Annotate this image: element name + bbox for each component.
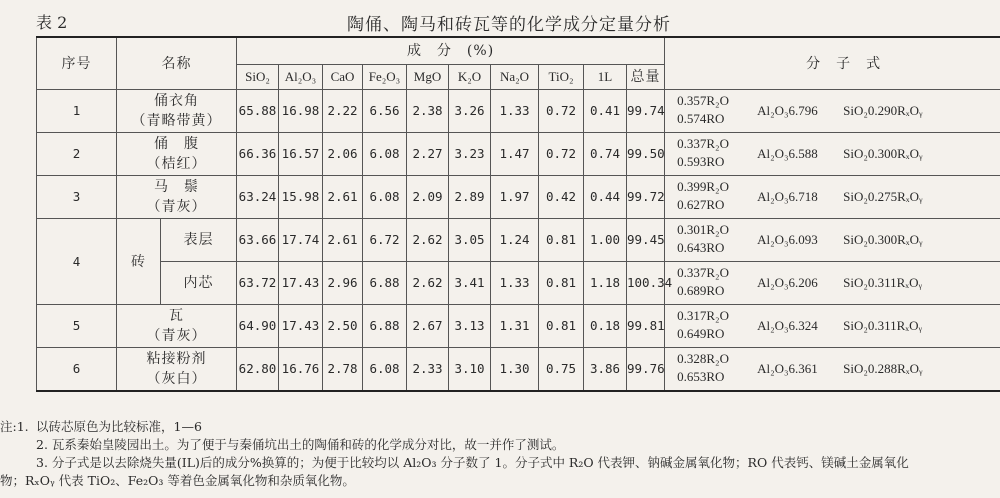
seq-cell: 2 <box>37 133 117 176</box>
value-cell: 63.24 <box>237 176 279 219</box>
value-cell: 100.34 <box>627 262 665 305</box>
name-cell <box>117 133 237 176</box>
sample-name: 粘接粉剂 <box>146 351 207 367</box>
value-cell: 6.88 <box>363 262 407 305</box>
value-cell: 0.81 <box>539 305 584 348</box>
value-cell: 0.72 <box>539 90 584 133</box>
sio2-term: SiO₂0.290RₓOᵧ <box>843 103 923 118</box>
value-cell: 2.89 <box>449 176 491 219</box>
col-header-composition: 成 分 (%) <box>237 37 665 65</box>
value-cell: 99.74 <box>627 90 665 133</box>
ro-term: 0.649RO <box>677 326 725 341</box>
col-header-fe2o3: Fe₂O₃ <box>363 65 407 90</box>
seq-cell: 6 <box>37 348 117 392</box>
formula-cell <box>665 348 1000 392</box>
value-cell: 1.30 <box>491 348 539 392</box>
seq-cell: 5 <box>37 305 117 348</box>
value-cell: 16.98 <box>279 90 323 133</box>
value-cell: 1.97 <box>491 176 539 219</box>
value-cell: 65.88 <box>237 90 279 133</box>
formula-cell <box>665 90 1000 133</box>
table-row <box>37 219 1000 262</box>
value-cell: 3.86 <box>584 348 627 392</box>
al2o3-term: Al₂O₃6.796 <box>757 103 818 118</box>
sample-name: 马 鬃 <box>154 179 199 195</box>
value-cell: 17.43 <box>279 262 323 305</box>
al2o3-term: Al₂O₃6.718 <box>757 189 818 204</box>
sio2-term: SiO₂0.288RₓOᵧ <box>843 361 923 376</box>
table-row <box>37 90 1000 133</box>
r2o-term: 0.337R₂O <box>677 265 729 280</box>
value-cell: 1.33 <box>491 90 539 133</box>
col-header-mgo: MgO <box>407 65 449 90</box>
sio2-term: SiO₂0.300RₓOᵧ <box>843 232 923 247</box>
col-header-il: 1L <box>584 65 627 90</box>
value-cell: 2.06 <box>323 133 363 176</box>
seq-cell: 1 <box>37 90 117 133</box>
r2o-term: 0.337R₂O <box>677 136 729 151</box>
sample-color: （桔红） <box>146 156 207 172</box>
value-cell: 1.24 <box>491 219 539 262</box>
value-cell: 2.22 <box>323 90 363 133</box>
value-cell: 99.45 <box>627 219 665 262</box>
value-cell: 16.57 <box>279 133 323 176</box>
r2o-term: 0.328R₂O <box>677 351 729 366</box>
r2o-term: 0.357R₂O <box>677 93 729 108</box>
note-3-continued: 物；RₓOᵧ 代表 TiO₂、Fe₂O₃ 等着色金属氧化物和杂质氧化物。 <box>0 473 355 488</box>
sio2-term: SiO₂0.300RₓOᵧ <box>843 146 923 161</box>
name-cell <box>117 348 237 392</box>
value-cell: 6.08 <box>363 348 407 392</box>
formula-cell <box>665 305 1000 348</box>
table-row <box>37 348 1000 392</box>
value-cell: 2.62 <box>407 262 449 305</box>
ro-term: 0.593RO <box>677 154 725 169</box>
table-number: 表 2 <box>36 13 68 32</box>
value-cell: 0.81 <box>539 262 584 305</box>
ro-term: 0.574RO <box>677 111 725 126</box>
formula-cell <box>665 176 1000 219</box>
al2o3-term: Al₂O₃6.093 <box>757 232 818 247</box>
value-cell: 99.72 <box>627 176 665 219</box>
note-2: 2. 瓦系秦始皇陵园出土。为了便于与秦俑坑出土的陶俑和砖的化学成分对比，故一并作了测试。 <box>36 437 565 452</box>
table-header <box>36 8 982 35</box>
col-header-cao: CaO <box>323 65 363 90</box>
seq-cell: 3 <box>37 176 117 219</box>
name-cell <box>117 305 237 348</box>
value-cell: 6.88 <box>363 305 407 348</box>
composition-table <box>36 36 1000 392</box>
col-header-k2o: K₂O <box>449 65 491 90</box>
value-cell: 99.50 <box>627 133 665 176</box>
name-cell <box>117 176 237 219</box>
sub-name-cell: 表层 <box>161 219 237 262</box>
value-cell: 0.75 <box>539 348 584 392</box>
value-cell: 0.81 <box>539 219 584 262</box>
sample-color: （青灰） <box>146 328 207 344</box>
value-cell: 1.18 <box>584 262 627 305</box>
value-cell: 1.00 <box>584 219 627 262</box>
value-cell: 99.76 <box>627 348 665 392</box>
name-cell: 砖 <box>117 219 161 305</box>
value-cell: 2.27 <box>407 133 449 176</box>
table-row <box>37 262 1000 305</box>
value-cell: 62.80 <box>237 348 279 392</box>
table-notes <box>0 418 909 490</box>
ro-term: 0.689RO <box>677 283 725 298</box>
value-cell: 66.36 <box>237 133 279 176</box>
formula-cell <box>665 219 1000 262</box>
value-cell: 3.05 <box>449 219 491 262</box>
value-cell: 17.74 <box>279 219 323 262</box>
sio2-term: SiO₂0.275RₓOᵧ <box>843 189 923 204</box>
table-row <box>37 133 1000 176</box>
ro-term: 0.643RO <box>677 240 725 255</box>
value-cell: 2.62 <box>407 219 449 262</box>
value-cell: 2.09 <box>407 176 449 219</box>
value-cell: 64.90 <box>237 305 279 348</box>
col-header-al2o3: Al₂O₃ <box>279 65 323 90</box>
value-cell: 2.33 <box>407 348 449 392</box>
value-cell: 1.31 <box>491 305 539 348</box>
value-cell: 3.26 <box>449 90 491 133</box>
note-3: 3. 分子式是以去除烧失量(IL)后的成分%换算的；为便于比较均以 Al₂O₃ 分子数了 1。分子式中 R₂O 代表钾、钠碱金属氧化物；RO 代表钙、镁碱土金属氧化 <box>36 455 909 470</box>
value-cell: 2.61 <box>323 219 363 262</box>
value-cell: 3.41 <box>449 262 491 305</box>
value-cell: 2.38 <box>407 90 449 133</box>
value-cell: 15.98 <box>279 176 323 219</box>
col-header-sio2: SiO₂ <box>237 65 279 90</box>
sample-color: （灰白） <box>146 371 207 387</box>
value-cell: 0.74 <box>584 133 627 176</box>
table-row <box>37 176 1000 219</box>
al2o3-term: Al₂O₃6.588 <box>757 146 818 161</box>
ro-term: 0.627RO <box>677 197 725 212</box>
col-header-seq: 序号 <box>37 37 117 90</box>
sample-name: 瓦 <box>169 308 184 324</box>
seq-cell: 4 <box>37 219 117 305</box>
sample-color: （青灰） <box>146 199 207 215</box>
sio2-term: SiO₂0.311RₓOᵧ <box>843 275 922 290</box>
col-header-name: 名称 <box>117 37 237 90</box>
value-cell: 2.67 <box>407 305 449 348</box>
value-cell: 6.08 <box>363 176 407 219</box>
value-cell: 1.33 <box>491 262 539 305</box>
value-cell: 3.10 <box>449 348 491 392</box>
value-cell: 17.43 <box>279 305 323 348</box>
note-prefix: 注:1. <box>0 419 29 434</box>
sio2-term: SiO₂0.311RₓOᵧ <box>843 318 922 333</box>
note-1 <box>0 418 909 436</box>
value-cell: 2.61 <box>323 176 363 219</box>
col-header-total: 总量 <box>627 65 665 90</box>
value-cell: 2.78 <box>323 348 363 392</box>
value-cell: 6.08 <box>363 133 407 176</box>
value-cell: 6.56 <box>363 90 407 133</box>
value-cell: 0.42 <box>539 176 584 219</box>
value-cell: 0.72 <box>539 133 584 176</box>
value-cell: 3.13 <box>449 305 491 348</box>
value-cell: 0.41 <box>584 90 627 133</box>
value-cell: 2.50 <box>323 305 363 348</box>
formula-cell <box>665 133 1000 176</box>
value-cell: 63.72 <box>237 262 279 305</box>
value-cell: 16.76 <box>279 348 323 392</box>
r2o-term: 0.301R₂O <box>677 222 729 237</box>
name-cell <box>117 90 237 133</box>
value-cell: 6.72 <box>363 219 407 262</box>
ro-term: 0.653RO <box>677 369 725 384</box>
sample-color: （青略带黄） <box>131 113 222 129</box>
note-1-text: 以砖芯原色为比较标准，1—6 <box>36 419 202 434</box>
value-cell: 0.18 <box>584 305 627 348</box>
table-row <box>37 305 1000 348</box>
al2o3-term: Al₂O₃6.206 <box>757 275 818 290</box>
al2o3-term: Al₂O₃6.324 <box>757 318 818 333</box>
value-cell: 3.23 <box>449 133 491 176</box>
table-title: 陶俑、陶马和砖瓦等的化学成分定量分析 <box>347 15 671 35</box>
col-header-tio2: TiO₂ <box>539 65 584 90</box>
value-cell: 63.66 <box>237 219 279 262</box>
al2o3-term: Al₂O₃6.361 <box>757 361 818 376</box>
value-cell: 99.81 <box>627 305 665 348</box>
value-cell: 1.47 <box>491 133 539 176</box>
col-header-formula: 分 子 式 <box>665 37 1000 90</box>
value-cell: 0.44 <box>584 176 627 219</box>
formula-cell <box>665 262 1000 305</box>
r2o-term: 0.317R₂O <box>677 308 729 323</box>
sample-name: 俑 腹 <box>154 136 199 152</box>
col-header-na2o: Na₂O <box>491 65 539 90</box>
value-cell: 2.96 <box>323 262 363 305</box>
sub-name-cell: 内芯 <box>161 262 237 305</box>
r2o-term: 0.399R₂O <box>677 179 729 194</box>
sample-name: 俑衣角 <box>154 93 199 109</box>
